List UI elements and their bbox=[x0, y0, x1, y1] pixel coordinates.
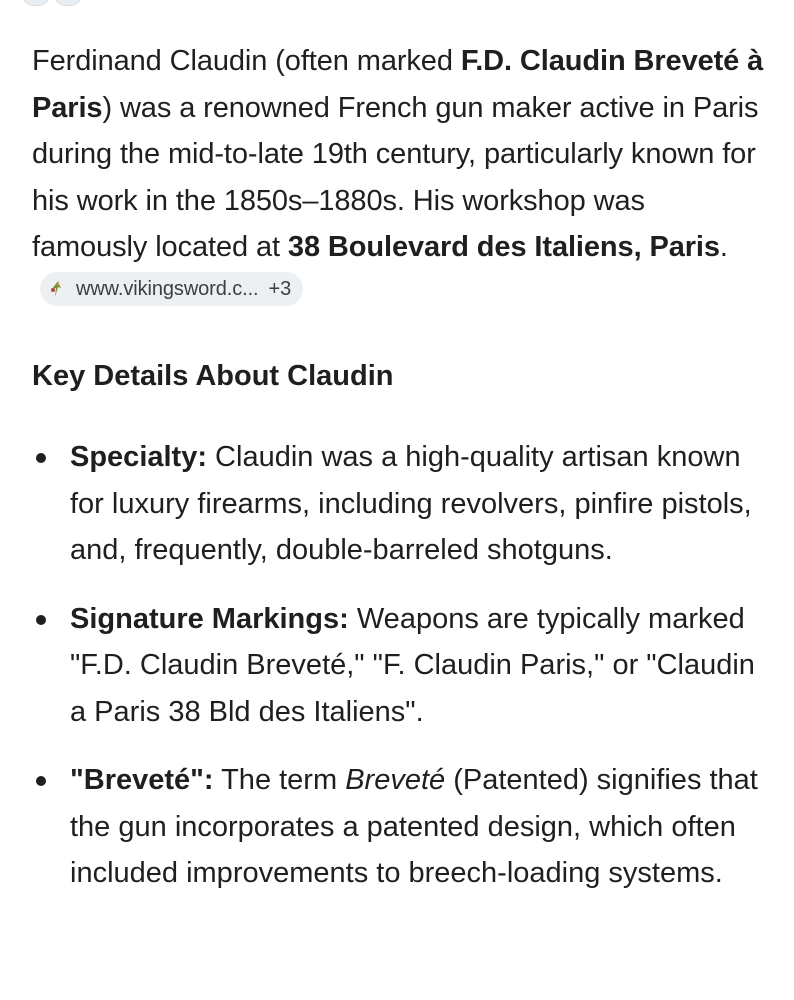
list-item-text: The term bbox=[213, 764, 346, 796]
favicon-icon bbox=[22, 0, 50, 6]
list-item-text: Weapons are typically marked "F.D. Claudin Breveté," "F. Claudin Paris," or "Claudin a Paris 38 Bld des Italiens". bbox=[70, 602, 755, 728]
list-item bbox=[32, 434, 767, 574]
list-item-text: (Patented) signifies that the gun incorporates a patented design, which often included improvements to breech-loading systems. bbox=[70, 764, 758, 889]
list-item-italic: Breveté bbox=[345, 764, 446, 796]
intro-paragraph bbox=[32, 38, 767, 317]
list-item-text: Claudin was a high-quality artisan known for luxury firearms, including revolvers, pinfire pistols, and, frequently, double-barreled shotguns. bbox=[70, 441, 752, 566]
intro-bold-mark: F.D. Claudin Breveté à Paris bbox=[32, 45, 764, 124]
list-item-label: Specialty: bbox=[70, 441, 207, 473]
source-chip-count: +3 bbox=[268, 277, 292, 300]
list-item bbox=[32, 596, 767, 736]
intro-text: ) was a renowned French gun maker active in Paris during the mid-to-late 19th century, particularly known for his work in the 1850s–1880s. His workshop was famously located at bbox=[32, 91, 759, 263]
source-chip-label: www.vikingsword.c... bbox=[76, 277, 259, 300]
bullet-icon bbox=[36, 615, 46, 625]
list-item bbox=[32, 757, 767, 897]
answer-content bbox=[32, 38, 767, 919]
intro-text: . bbox=[719, 231, 728, 263]
intro-text: Ferdinand Claudin (often marked bbox=[32, 45, 461, 77]
bullet-icon bbox=[36, 776, 46, 786]
list-item-label: "Breveté": bbox=[70, 764, 214, 796]
bullet-icon bbox=[36, 453, 46, 463]
source-chip[interactable] bbox=[40, 272, 303, 306]
favicon-icon bbox=[48, 279, 68, 299]
intro-bold-address: 38 Boulevard des Italiens, Paris bbox=[287, 231, 720, 263]
list-item-label: Signature Markings: bbox=[70, 602, 349, 635]
details-list bbox=[32, 434, 767, 897]
source-favicons-row bbox=[22, 0, 86, 6]
section-heading: Key Details About Claudin bbox=[32, 360, 394, 392]
favicon-icon bbox=[54, 0, 82, 6]
